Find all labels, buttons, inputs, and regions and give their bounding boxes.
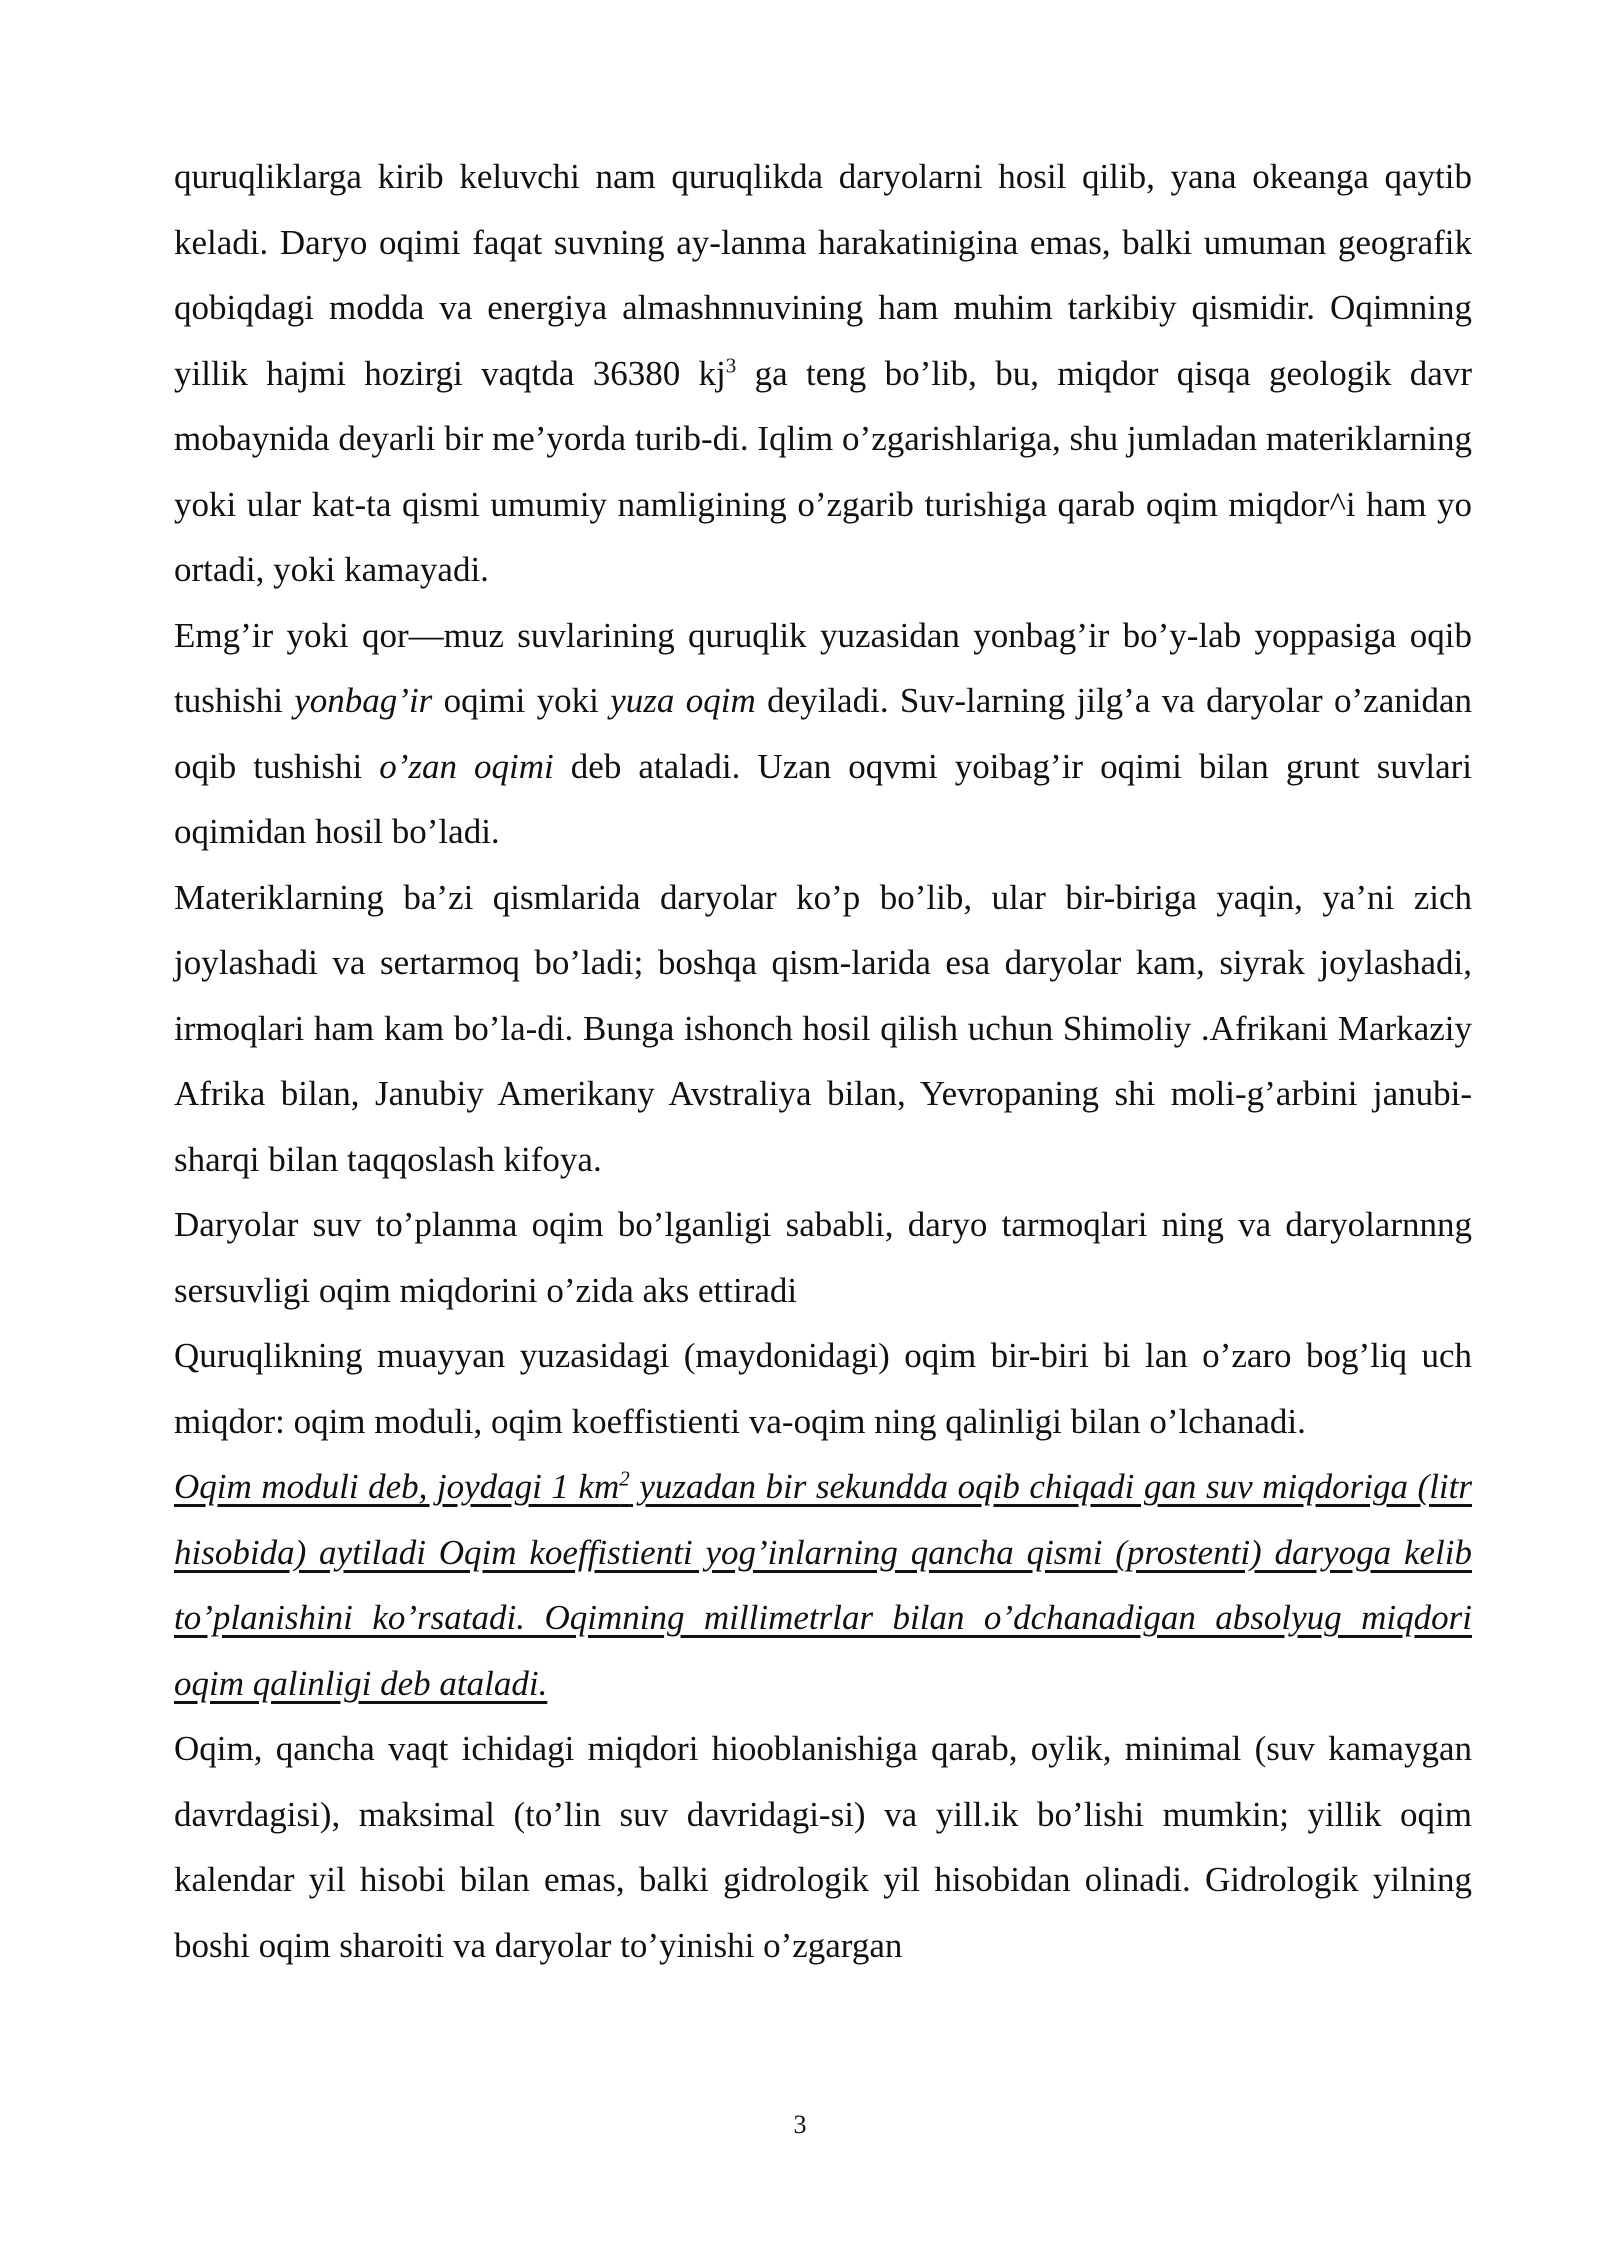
paragraph-2-text-b: oqimi yoki xyxy=(432,681,611,720)
paragraph-3: Materiklarning ba’zi qismlarida daryolar ko’p bo’lib, ular bir-biriga yaqin, ya’ni zich joylashadi va sertarmoq bo’ladi; boshqa qism-larida esa daryolar kam, siyrak joylashadi, irmoqlari ham kam bo’la-di. Bunga ishonch hosil qilish uchun Shimoliy .Afrikani Markaziy Afrika bilan, Janubiy Amerikany Avstraliya bilan, Yevropaning shi moli-g’arbini janubi-sharqi bilan taqqoslash kifoya. xyxy=(174,877,1472,1179)
paragraph-5: Quruqlikning muayyan yuzasidagi (maydonidagi) oqim bir-biri bi lan o’zaro bog’liq uch miqdor: oqim moduli, oqim koeffistienti va-oqim ning qalinligi bilan o’lchanadi. xyxy=(174,1336,1472,1441)
paragraph-1 xyxy=(174,144,1472,603)
page-number: 3 xyxy=(793,2110,807,2139)
paragraph-2-text-a: Emg’ir yoki qor—muz suvlarining quruqlik yuzasidan yonbag’ir bo’y-lab yoppasiga oqib tushishi xyxy=(174,615,1472,720)
term-ozan-oqimi: o’zan oqimi xyxy=(379,746,554,786)
term-yuza-oqim: yuza oqim xyxy=(610,681,756,720)
term-yonbagir: yonbag’ir xyxy=(294,681,433,720)
square-superscript: 2 xyxy=(619,1466,630,1491)
definition-text: Oqim moduli deb, joydagi 1 km xyxy=(174,1467,620,1506)
paragraph-1-text-cont: ga teng bo’lib, bu, miqdor qisqa geologik davr mobaynida deyarli bir me’yorda turib-di. Iqlim o’zgarishlariga, shu jumladan materiklarning yoki ular kat-ta qismi umumiy namligining o’zgarib turishiga qarab oqim miqdor^i ham yo ortadi, yoki kamayadi. xyxy=(174,353,1472,589)
definition-paragraph xyxy=(174,1454,1472,1716)
definition-text-cont: yuzadan bir sekundda oqib chiqadi gan suv miqdoriga (litr hisobida) aytiladi Oqim koeffistienti yog’inlarning qancha qismi (prostenti) daryoga kelib to’planishini ko’rsatadi. Oqimning millimetrlar bilan o’dchanadigan absolyug miqdori oqim qalinligi deb ataladi. xyxy=(174,1467,1472,1703)
paragraph-2 xyxy=(174,603,1472,865)
paragraph-1-text: quruqliklarga kirib keluvchi nam quruqlikda daryolarni hosil qilib, yana okeanga qaytib keladi. Daryo oqimi faqat suvning ay-lanma harakatinigina emas, balki umuman geografik qobiqdagi modda va energiya almashnnuvining ham muhim tarkibiy qismidir. Oqimning yillik hajmi hozirgi vaqtda 36380 kj xyxy=(174,157,1472,393)
cube-superscript: 3 xyxy=(725,352,737,377)
paragraph-2-text-c: deyiladi. Suv-larning jilg’a va daryolar o’zanidan oqib tushishi xyxy=(174,681,1472,786)
paragraph-2-text-d: deb ataladi. Uzan oqvmi yoibag’ir oqimi bilan grunt suvlari oqimidan hosil bo’ladi. xyxy=(174,746,1473,851)
paragraph-4: Daryolar suv to’planma oqim bo’lganligi sababli, daryo tarmoqlari ning va daryolarnnng sersuvligi oqim miqdorini o’zida aks ettiradi xyxy=(174,1205,1472,1310)
document-body xyxy=(174,144,1472,1978)
paragraph-7: Oqim, qancha vaqt ichidagi miqdori hiooblanishiga qarab, oylik, minimal (suv kamaygan davrdagisi), maksimal (to’lin suv davridagi-si) va yill.ik bo’lishi mumkin; yillik oqim kalendar yil hisobi bilan emas, balki gidrologik yil hisobidan olinadi. Gidrologik yilning boshi oqim sharoiti va daryolar to’yinishi o’zgargan xyxy=(174,1729,1472,1965)
